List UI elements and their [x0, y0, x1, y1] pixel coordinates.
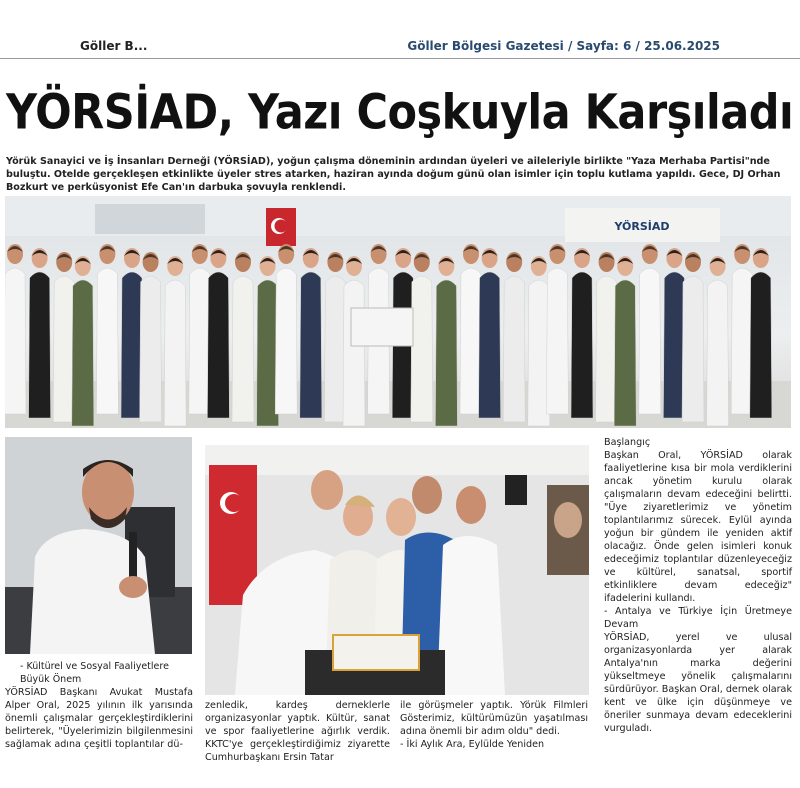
- header-source-short: Göller B...: [80, 39, 148, 53]
- column-3-paragraph: ile görüşmeler yaptık. Yörük Filmleri Gösterimiz, kültürümüzün yaşatılması adına önemli bir adım oldu" dedi.: [400, 700, 588, 737]
- column-4-paragraph-1: Başkan Oral, YÖRSİAD olarak faaliyetlerine kısa bir mola verdiklerini ancak yönetim kurulu olarak çalışmaların devam edeceğini belirtti. "Üye ziyaretlerimiz ve yönetim toplantılarımız sürecek. Eylül ayında yoğun bir gündem ile yeniden aktif olacağız. Önde gelen isimleri konuk edeceğimiz toplantılar düzenleyeceğiz ve kültürel, sanatsal, sportif etkinliklere devam edeceğiz" ifadelerini kullandı.: [604, 450, 792, 604]
- header-source-info: Göller Bölgesi Gazetesi / Sayfa: 6 / 25.06.2025: [407, 39, 720, 53]
- headline: YÖRSİAD, Yazı Coşkuyla Karşıladı: [6, 84, 794, 141]
- cake-cutting-photo: [205, 445, 589, 695]
- column-4-subhead-cont: Başlangıç: [604, 437, 651, 448]
- column-4-subhead: - Antalya ve Türkiye İçin Üretmeye Devam: [604, 606, 792, 630]
- speaker-photo: [5, 437, 192, 654]
- column-2-paragraph: zenledik, kardeş derneklerle organizasyonlar yaptık. Kültür, sanat ve spor faaliyetlerine ağırlık verdik. KKTC'ye gerçekleştirdiğimiz ziyarette Cumhurbaşkanı Ersin Tatar: [205, 700, 390, 763]
- column-3-subhead: - İki Aylık Ara, Eylülde Yeniden: [400, 739, 545, 750]
- lede: Yörük Sanayici ve İş İnsanları Derneği (YÖRSİAD), yoğun çalışma döneminin ardından üyeleri ve aileleriyle birlikte "Yaza Merhaba Partisi"nde buluştu. Otelde gerçekleşen etkinlikte üyeler stres atarken, haziran ayında doğum günü olan isimler için toplu kutlama yapıldı. Gece, DJ Orhan Bozkurt ve perküsyonist Efe Can'ın darbuka şovuyla renklendi.: [6, 156, 781, 193]
- column-4-paragraph-2: YÖRSİAD, yerel ve ulusal organizasyonlarda yer alarak Antalya'nın marka değerini yükseltmeye yönelik çalışmalarını sürdürüyor. Başkan Oral, dernek olarak kent ve ülke için düşünmeye ve öneriler sunmaya devam edeceklerini vurguladı.: [604, 632, 792, 734]
- text-column-4: [604, 436, 792, 735]
- banner-text: YÖRSİAD: [614, 220, 670, 233]
- text-column-1: [5, 686, 193, 751]
- text-column-2: [205, 699, 390, 764]
- group-photo: [5, 196, 791, 428]
- text-column-3: [400, 699, 588, 751]
- header-divider: [0, 58, 800, 59]
- photo-caption: - Kültürel ve Sosyal Faaliyetlere Büyük Önem: [20, 661, 169, 685]
- column-1-paragraph: YÖRSİAD Başkanı Avukat Mustafa Alper Oral, 2025 yılının ilk yarısında önemli çalışmalar gerçekleştirdiklerini belirterek, "Üyelerimizin bilgilenmesini sağlamak adına çeşitli toplantılar dü-: [5, 687, 193, 750]
